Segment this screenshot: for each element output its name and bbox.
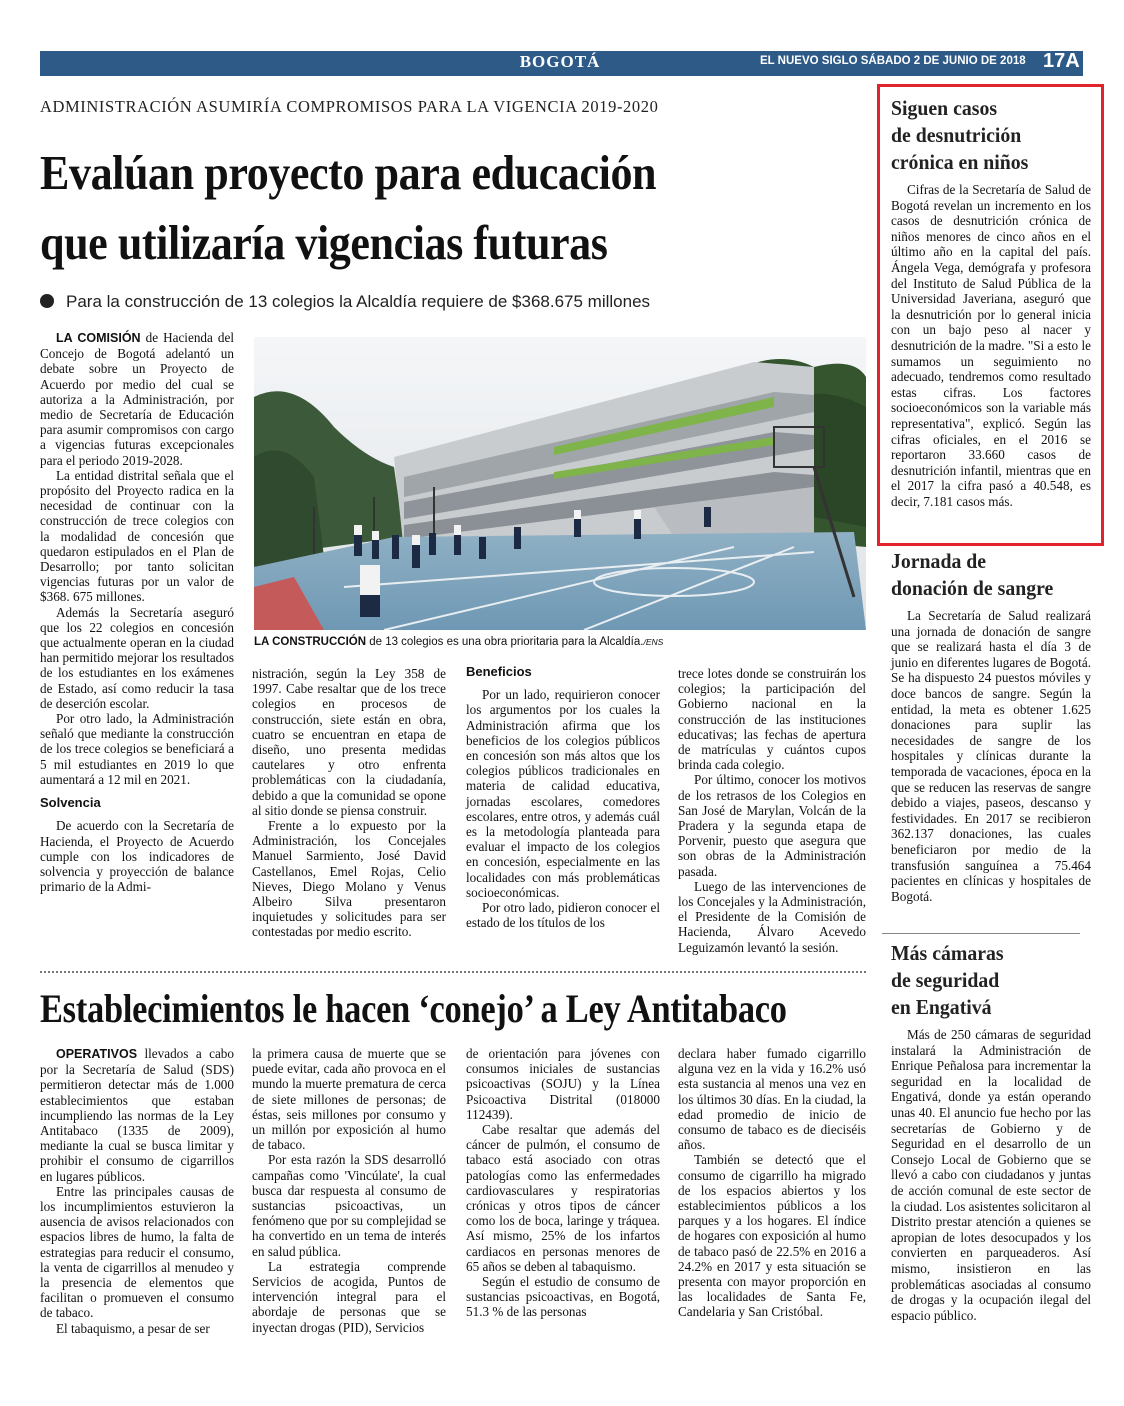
article-column-1: [40, 330, 234, 894]
sidebar-title: [891, 95, 1075, 176]
sidebar-divider: [882, 933, 1080, 934]
title-line: crónica en niños: [891, 150, 1029, 174]
sidebar-body: [891, 608, 1091, 904]
paragraph: De acuerdo con la Secretaría de Hacienda, el Proyecto de Acuerdo cumple con los indicadores de solvencia y proyección de balance primario de la Admi-: [40, 818, 234, 895]
title-line: en Engativá: [891, 995, 992, 1019]
headline-line-1: Evalúan proyecto para educación: [40, 145, 657, 200]
section-name: BOGOTÁ: [519, 52, 601, 71]
headline-line-2: que utilizaría vigencias futuras: [40, 215, 608, 270]
page-number: 17A: [1043, 50, 1080, 72]
sidebar-body: [891, 182, 1091, 509]
article-column-3: [466, 658, 660, 930]
paragraph: trece lotes donde se construirán los colegios; la participación del Gobierno nacional en la construcción de las instituciones educativas; las fechas de apertura de matrículas y cuántos cupos brinda cada colegio.: [678, 666, 866, 773]
title-line: Más cámaras: [891, 941, 1004, 965]
sidebar-title: [891, 548, 1075, 602]
paragraph: Además la Secretaría aseguró que los 22 colegios en concesión que actualmente operan en la ciudad han permitido mejorar los resultados de los estudiantes en los exámenes de Estado, así como reducir la tasa de deserción escolar.: [40, 604, 234, 711]
sidebar-title: [891, 940, 1075, 1021]
title-line: de seguridad: [891, 968, 1000, 992]
second-article-column-2: [252, 1046, 446, 1335]
paragraph: Por otro lado, pidieron conocer el estado de los títulos de los: [466, 900, 660, 931]
paragraph: Luego de las intervenciones de los Concejales y la Administración, el Presidente de la Comisión de Hacienda, Álvaro Acevedo Leguizamón levantó la sesión.: [678, 878, 866, 955]
article-kicker: ADMINISTRACIÓN ASUMIRÍA COMPROMISOS PARA LA VIGENCIA 2019-2020: [40, 97, 659, 116]
paragraph: Por último, conocer los motivos de los retrasos de los Colegios en San José de Marylan, Volcán de la Pradera y la segunda etapa de Porvenir, puesto que asegura que son obras de la Administración pasada.: [678, 772, 866, 879]
paragraph: Por otro lado, la Administración señaló que mediante la construcción de los trece colegios se beneficiará a 5 mil estudiantes en 2019 lo que aumentará a 12 mil en 2021.: [40, 711, 234, 787]
sidebar-story-cameras: [891, 940, 1091, 1323]
issue-date: EL NUEVO SIGLO SÁBADO 2 DE JUNIO DE 2018: [760, 55, 1026, 67]
paragraph: La Secretaría de Salud realizará una jornada de donación de sangre que se realizará hasta el día 3 de junio en diferentes lugares de Bogotá. Se ha dispuesto 24 puestos móviles y doce bancos de sangre. Según la entidad, la meta es obtener 1.625 donaciones para suplir las necesidades de sangre de los hospitales y clínicas durante la temporada de vacaciones, época en la que se reducen las reservas de sangre debido a viajes, paseos, descanso y festividades. En 2017 se recibieron 362.137 donaciones, las cuales beneficiaron por medio de la transfusión sanguínea a 75.464 pacientes en clínicas y hospitales de Bogotá.: [891, 608, 1091, 904]
article-subhead: [40, 292, 650, 312]
second-article-column-3: [466, 1046, 660, 1320]
paragraph: También se detectó que el consumo de cigarrillo ha migrado de los espacios abiertos y los establecimientos públicos a los parques y a los hogares. El índice de hogares con exposición al humo de tabaco pasó de 22.5% en 2016 a 24.2% en 2017 y esta situación se presenta con mayor proporción en las localidades de Santa Fe, Candelaria y San Cristóbal.: [678, 1152, 866, 1320]
article-headline: [40, 138, 778, 278]
paragraph: Cifras de la Secretaría de Salud de Bogotá revelan un incremento en los casos de desnutrición crónica de niños menores de cinco años en el último año en la capital del país. Ángela Vega, demógrafa y profesora del Instituto de Salud Pública de la Universidad Javeriana, aseguró que la desnutrición por lo general inicia con un bajo peso al nacer y desnutrición de la madre. "Si a esto le sumamos un seguimiento no adecuado, tendremos como resultado estas cifras. Los factores socioeconómicos son la variable más representativa", explicó. Según las cifras oficiales, en el 2016 se reportaron 33.660 casos de desnutrición infantil, mientras que en el 2017 la cifra pasó a 40.548, es decir, 7.181 casos más.: [891, 182, 1091, 509]
paragraph: Entre las principales causas de los incumplimientos estuvieron la ausencia de avisos relacionados con espacios libres de humo, la falta de estrategias para reducir el consumo, la venta de cigarrillos al menudeo y la presencia de elementos que facilitan o promueven el consumo de tabaco.: [40, 1183, 234, 1321]
article-column-2: [252, 666, 446, 940]
paragraph: Más de 250 cámaras de seguridad instalará la Administración de Enrique Peñalosa para incrementar la seguridad en la localidad de Engativá, donde ya están operando unas 40. El anuncio fue hecho por las secretarías de Gobierno y de Seguridad en el desarrollo de un Consejo Local de Gobierno que se llevó a cabo con ciudadanos y juntas de acción comunal de este sector de la ciudad. Los asistentes solicitaron al Distrito prestar atención a quienes se apropian de lotes desocupados y los convierten en parqueaderos. Así mismo, insistieron en las problemáticas asociadas al consumo de drogas y la ocupación ilegal del espacio público.: [891, 1027, 1091, 1323]
subheading-beneficios: Beneficios: [466, 664, 532, 679]
paragraph: La estrategia comprende Servicios de acogida, Puntos de intervención integral para el abordaje de personas que se inyectan drogas (PID), Servicios: [252, 1258, 446, 1335]
second-article-headline: Establecimientos le hacen ‘conejo’ a Ley Antitabaco: [40, 986, 787, 1031]
second-article-column-4: [678, 1046, 866, 1320]
paragraph: de orientación para jóvenes con consumos iniciales de sustancias psicoactivas (SOJU) y la Línea Psicoactiva Distrital (018000 112439).: [466, 1046, 660, 1122]
sidebar-story-malnutrition: [891, 95, 1091, 509]
second-article-column-1: [40, 1046, 234, 1336]
paragraph: Cabe resaltar que además del cáncer de pulmón, el consumo de tabaco está asociado con otras patologías como las enfermedades cardiovasculares y respiratorias crónicas y otros tipos de cáncer como los de boca, laringe y tráquea. Así mismo, 25% de los infartos cardiacos en personas menores de 65 años se deben al tabaquismo.: [466, 1122, 660, 1274]
lead-in: OPERATIVOS: [56, 1047, 138, 1061]
paragraph: de Hacienda del Concejo de Bogotá adelantó un debate sobre un Proyecto de Acuerdo por medio del cual se autoriza a la Administración, por medio de Secretaría de Educación para asumir compromisos con cargo a vigencias futuras excepcionales para el periodo 2019-2028.: [40, 330, 234, 468]
title-line: Siguen casos: [891, 96, 998, 120]
paragraph: Frente a lo expuesto por la Administración, los Concejales Manuel Sarmiento, José David Castellanos, Emel Rojas, Celio Nieves, Diego Molano y Venus Albeiro Silva presentaron inquietudes y solicitudes para ser contestadas por medio escrito.: [252, 818, 446, 940]
sidebar-body: [891, 1027, 1091, 1323]
lead-in: LA COMISIÓN: [56, 331, 141, 345]
paragraph: Por esta razón la SDS desarrolló campañas como 'Vincúlate', la cual busca dar respuesta al consumo de sustancias psicoactivas, un fenómeno que por su complejidad se ha convertido en un tema de interés en salud pública.: [252, 1152, 446, 1259]
paragraph: El tabaquismo, a pesar de ser: [56, 1320, 210, 1336]
sidebar-story-blood-donation: [891, 548, 1091, 904]
title-line: Jornada de: [891, 549, 987, 573]
caption-text: de 13 colegios es una obra prioritaria para la Alcaldía.: [366, 636, 644, 648]
title-line: de desnutrición: [891, 123, 1022, 147]
school-construction-photo: [254, 337, 866, 630]
subheading-solvencia: Solvencia: [40, 795, 101, 811]
paragraph: llevados a cabo por la Secretaría de Salud (SDS) permitieron detectar más de 1.000 establecimientos que estaban incumpliendo las normas de la Ley Antitabaco (1335 de 2009), mediante la cual se busca limitar y prohibir el consumo de cigarrillos en lugares públicos.: [40, 1046, 234, 1184]
paragraph: La entidad distrital señala que el propósito del Proyecto radica en la necesidad de continuar con la construcción de trece colegios con la modalidad de concesión que quedaron estipulados en el Plan de Desarrollo; por tanto solicitan vigencias futuras por un valor de $368. 675 millones.: [40, 467, 234, 605]
article-column-4: [678, 666, 866, 955]
paragraph: nistración, según la Ley 358 de 1997. Cabe resaltar que de los trece colegios en procesos de construcción, siete están en obra, cuatro se encuentran en etapa de diseño, uno presenta medidas cautelares y otro enfrenta problemáticas con la ciudadanía, debido a que la comunidad se opone al sitio donde se piensa construir.: [252, 666, 446, 818]
photo-credit: /ENS: [643, 637, 664, 647]
paragraph: Según el estudio de consumo de sustancias psicoactivas, en Bogotá, 51.3 % de las personas: [466, 1274, 660, 1320]
caption-lead: LA CONSTRUCCIÓN: [254, 636, 367, 648]
paragraph: declara haber fumado cigarrillo alguna vez en la vida y 16.2% usó esta sustancia al menos una vez en los últimos 30 días. En la ciudad, la edad promedio de inicio de consumo de tabaco es de dieciséis años.: [678, 1046, 866, 1153]
title-line: donación de sangre: [891, 576, 1054, 600]
photo-caption: [254, 636, 866, 648]
paragraph: la primera causa de muerte que se puede evitar, cada año provoca en el mundo la muerte prematura de cerca de siete millones de personas; de éstas, seis millones por consumo y un millón por exposición al humo de tabaco.: [252, 1046, 446, 1153]
article-divider: [40, 971, 866, 973]
bullet-icon: [40, 294, 54, 308]
subhead-text: Para la construcción de 13 colegios la Alcaldía requiere de $368.675 millones: [66, 292, 651, 311]
paragraph: Por un lado, requirieron conocer los argumentos por los cuales la Administración afirma que los beneficios de los colegios públicos en concesión son más altos que los colegios públicos tradicionales en materia de calidad educativa, jornadas escolares, comedores escolares, entre otros, y además cuál es la metodología planteada para evaluar el impacto de los colegios en concesión, especialmente en las localidades con más problemáticas socioeconómicas.: [466, 687, 660, 900]
